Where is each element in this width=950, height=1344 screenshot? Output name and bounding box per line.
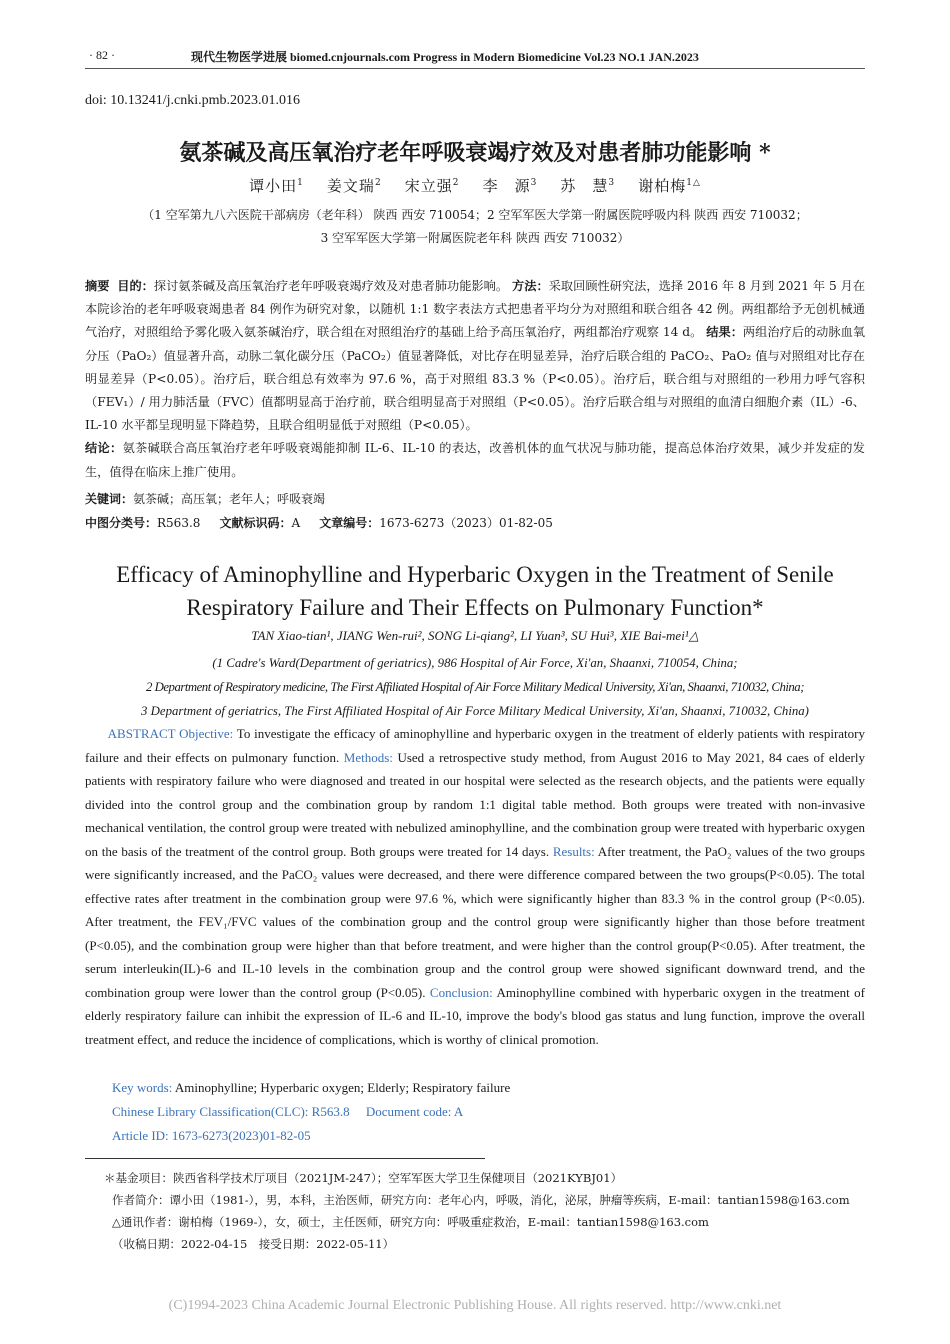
keywords-text: Aminophylline; Hyperbaric oxygen; Elderly; Respiratory failure: [172, 1080, 511, 1095]
author-sup: 3: [608, 178, 616, 188]
keywords-label: Key words:: [112, 1080, 173, 1095]
doccode-value: A: [291, 516, 301, 530]
cn-authors: [0, 175, 950, 196]
author-sup: 3: [530, 178, 538, 188]
en-authors: TAN Xiao-tian¹, JIANG Wen-rui², SONG Li-qiang², LI Yuan³, SU Hui³, XIE Bai-mei¹△: [251, 628, 699, 643]
affiliation-line: (1 Cadre's Ward(Department of geriatrics), 986 Hospital of Air Force, Xi'an, Shaanxi, 710054, China;: [212, 656, 738, 670]
article-label: Article ID: 1673-6273(2023)01-82-05: [112, 1128, 311, 1143]
results-text: After treatment, the PaO₂ values of the two groups were significantly increased, and the PaCO₂ values were decreased, and there were difference compared between the two groups(P<0.05). The total effective rates after treatment in the combination group were 97.6 %, which were significantly higher than 83.3 % in the control group (P<0.05). After treatment, the FEV₁/FVC values of the combination group and the control group were significantly higher than those before treatment (P<0.05), and the combination group were higher than that before treatment, and were higher than the control group(P<0.05). After treatment, the serum interleukin(IL)-6 and IL-10 levels in the combination group and the control group were showed significant downward trend, and the combination group were lower than the control group (P<0.05).: [85, 843, 865, 1000]
results-label: 结果：: [706, 325, 743, 340]
author: 李 源: [482, 177, 531, 195]
en-abstract: [85, 722, 865, 1051]
en-affiliations: [60, 651, 890, 723]
author: 谢柏梅: [638, 177, 687, 195]
methods-text: Used a retrospective study method, from August 2016 to May 2021, 84 caes of elderly patients with respiratory failure who were diagnosed and treated in our hospital were selected as the research objects, and the patients were equally divided into the control group and the combination group by random 1:1 digital table method. Both groups were treated with non-invasive mechanical ventilation, the control group were treated with nebulized aminophylline, and the combination group were treated with hyperbaric oxygen on the basis of the treatment of the control group. Both groups were treated for 14 days.: [85, 749, 865, 859]
affiliation-line: 3 Department of geriatrics, The First Affiliated Hospital of Air Force Military Medical University, Xi'an, Shaanxi, 710032, China): [141, 704, 809, 718]
journal-line: 现代生物医学进展 biomed.cnjournals.com Progress in Modern Biomedicine Vol.23 NO.1 JAN.2023: [191, 50, 699, 64]
methods-label: Methods:: [343, 749, 393, 765]
objective-text: To investigate the efficacy of aminophylline and hyperbaric oxygen in the treatment of elderly patients with respiratory failure and their effects on pulmonary function.: [85, 726, 865, 765]
abstract-label: 摘要: [85, 279, 110, 293]
en-classification: [112, 1104, 463, 1120]
cn-abstract: [85, 275, 865, 484]
conclusion-label: Conclusion:: [429, 984, 493, 1000]
results-label: Results:: [552, 843, 595, 859]
keywords-text: 氨茶碱；高压氧；老年人；呼吸衰竭: [133, 492, 326, 506]
en-article-id: [112, 1128, 311, 1144]
footnote-fund: ＊基金项目：陕西省科学技术厅项目（2021JM-247）；空军军医大学卫生保健项目（2021KYBJ01）: [104, 1171, 623, 1185]
doi[interactable]: doi: 10.13241/j.cnki.pmb.2023.01.016: [85, 93, 301, 108]
cn-classification: [85, 514, 865, 531]
affiliation-line: 3 空军军医大学第一附属医院老年科 陕西 西安 710032）: [320, 231, 630, 245]
keywords-label: 关键词：: [85, 492, 134, 506]
doccode-label: Document code: A: [365, 1104, 464, 1119]
article-value: 1673-6273（2023）01-82-05: [379, 516, 553, 530]
author: 谭小田: [249, 177, 298, 195]
author: 苏 慧: [560, 177, 609, 195]
author: 姜文瑞: [326, 177, 375, 195]
en-keywords: [112, 1080, 510, 1096]
clc-label: Chinese Library Classification(CLC): R563.8: [112, 1104, 350, 1119]
affiliation-line: 2 Department of Respiratory medicine, The First Affiliated Hospital of Air Force Military Medical University, Xi'an, Shaanxi, 710032, China;: [146, 680, 804, 694]
copyright-footer: (C)1994-2023 China Academic Journal Electronic Publishing House. All rights reserved. http://www.cnki.net: [168, 1298, 782, 1313]
running-header: [85, 44, 865, 69]
cn-affiliations: [0, 204, 950, 250]
affiliation-line: （1 空军第九八六医院干部病房（老年科） 陕西 西安 710054；2 空军军医大学第一附属医院呼吸内科 陕西 西安 710032；: [142, 208, 808, 222]
cn-keywords: [85, 490, 865, 507]
clc-value: R563.8: [157, 516, 201, 530]
author-sup: 1△: [686, 178, 701, 188]
clc-label: 中图分类号：: [85, 516, 158, 530]
footnote-divider: [85, 1158, 485, 1159]
conclusion-text: Aminophylline combined with hyperbaric oxygen in the treatment of elderly respiratory failure can inhibit the expression of IL-6 and IL-10, improve the body's blood gas status and lung function, improve the overall treatment effect, and reduce the incidence of complications, which is worthy of clinical promotion.: [85, 984, 866, 1047]
cn-title: 氨茶碱及高压氧治疗老年呼吸衰竭疗效及对患者肺功能影响 *: [179, 140, 771, 166]
en-title-line: Respiratory Failure and Their Effects on Pulmonary Function*: [186, 595, 764, 620]
conclusion-text: 氨茶碱联合高压氧治疗老年呼吸衰竭能抑制 IL-6、IL-10 的表达，改善机体的血气状况与肺功能，提高总体治疗效果，减少并发症的发生，值得在临床上推广使用。: [85, 441, 865, 479]
methods-label: 方法：: [512, 279, 549, 293]
objective-label: 目的：: [117, 279, 154, 293]
article-label: 文章编号：: [319, 516, 380, 530]
author-sup: 2: [374, 178, 382, 188]
doccode-label: 文献标识码：: [219, 516, 292, 530]
en-title-line: Efficacy of Aminophylline and Hyperbaric Oxygen in the Treatment of Senile: [116, 562, 834, 587]
objective-label: ABSTRACT Objective:: [107, 726, 234, 741]
footnote-dates: （收稿日期：2022-04-15 接受日期：2022-05-11）: [112, 1237, 395, 1251]
en-title: [40, 558, 910, 624]
methods-text: 采取回顾性研究法，选择 2016 年 8 月到 2021 年 5 月在本院诊治的老年呼吸衰竭患者 84 例作为研究对象，以随机 1:1 数字表法方式把患者平均分为对照组和联合组各 42 例。两组都给予无创机械通气治疗，对照组给予雾化吸入氨茶碱治疗，联合组在对照组治疗的基础上给予高压氧治疗，两组都治疗观察 14 d。: [85, 279, 866, 340]
author: 宋立强: [404, 177, 453, 195]
author-sup: 2: [452, 178, 460, 188]
footnote-corresponding: △通讯作者：谢柏梅（1969-），女，硕士，主任医师，研究方向：呼吸重症救治，E-mail：tantian1598@163.com: [112, 1215, 709, 1229]
footnote-author: 作者简介：谭小田（1981-），男，本科，主治医师，研究方向：老年心内，呼吸，消化，泌尿，肿瘤等疾病，E-mail：tantian1598@163.com: [112, 1193, 850, 1207]
page-number: · 82 ·: [89, 48, 115, 62]
results-text: 两组治疗后的动脉血氧分压（PaO₂）值显著升高，动脉二氧化碳分压（PaCO₂）值显著降低，对比存在明显差异，治疗后联合组的 PaCO₂、PaO₂ 值与对照组对比存在明显差异（P<0.05）。治疗后，联合组总有效率为 97.6 %，高于对照组 83.3 %（P<0.05）。治疗后，联合组与对照组的一秒用力呼气容积（FEV₁）/ 用力肺活量（FVC）值都明显高于治疗前，联合组明显高于对照组（P<0.05）。治疗后联合组与对照组的血清白细胞介素（IL）-6、IL-10 水平都呈现明显下降趋势，且联合组明显低于对照组（P<0.05）。: [85, 325, 866, 433]
conclusion-label: 结论：: [85, 441, 123, 456]
author-sup: 1: [297, 178, 304, 188]
objective-text: 探讨氨茶碱及高压氧治疗老年呼吸衰竭疗效及对患者肺功能影响。: [153, 279, 509, 293]
